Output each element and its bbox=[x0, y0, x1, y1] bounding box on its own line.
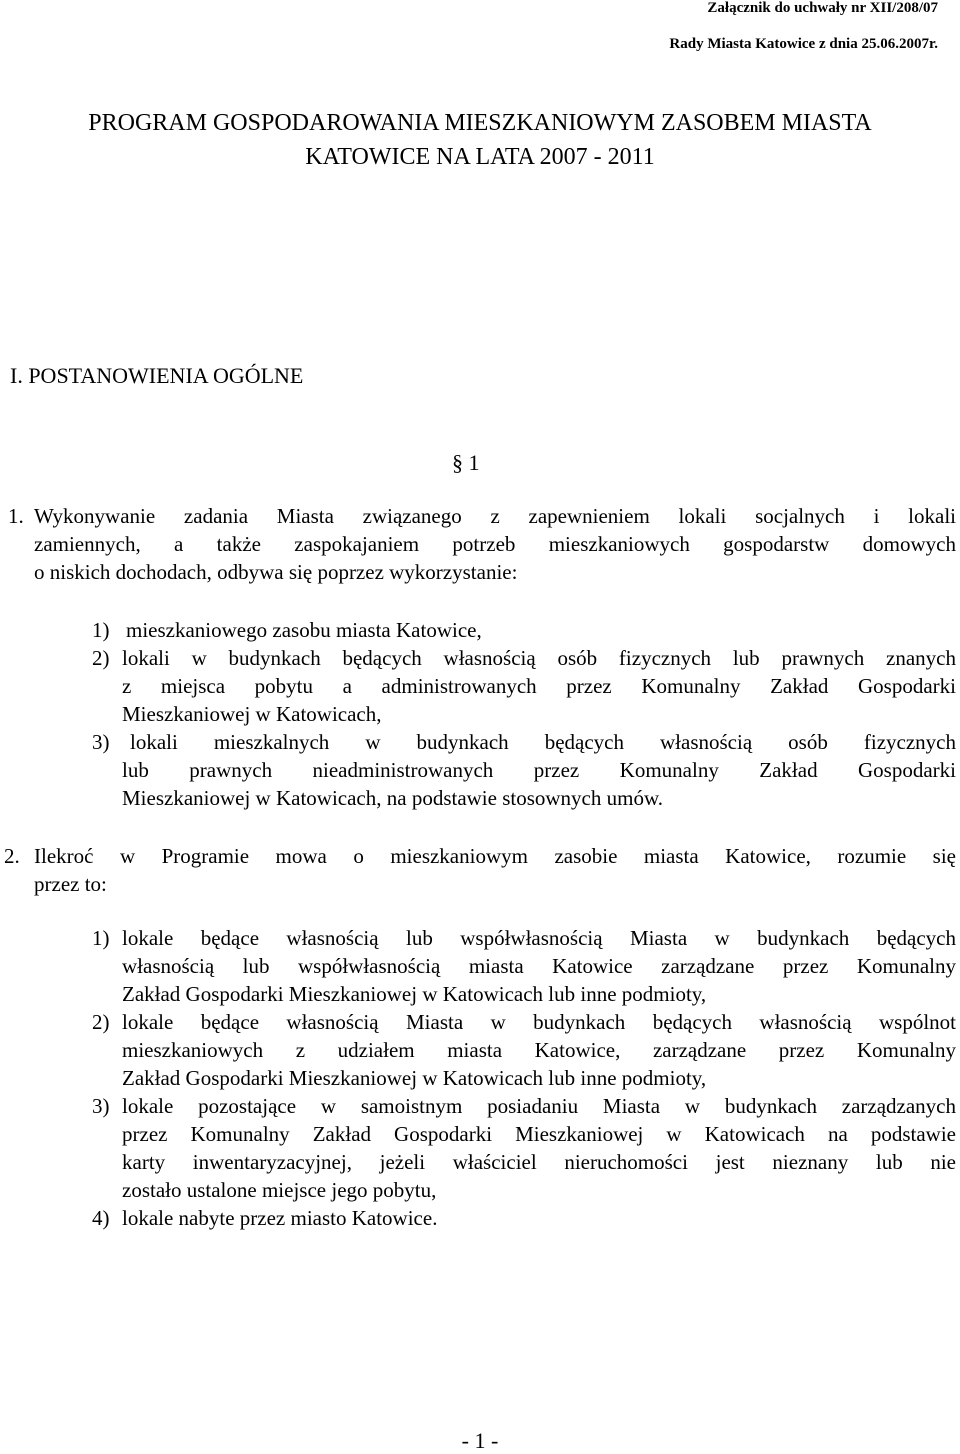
point-2-item-3-line-2: przez Komunalny Zakład Gospodarki Mieszkaniowej w Katowicach na podstawie bbox=[122, 1122, 956, 1146]
point-1-item-1-line-1: mieszkaniowego zasobu miasta Katowice, bbox=[126, 618, 482, 642]
point-1-item-2-line-3: Mieszkaniowej w Katowicach, bbox=[122, 702, 382, 726]
point-1-item-2-line-1: lokali w budynkach będących własnością osób fizycznych lub prawnych znanych bbox=[122, 646, 956, 670]
point-1-line-2: zamiennych, a także zaspokajaniem potrzeb mieszkaniowych gospodarstw domowych bbox=[34, 532, 956, 556]
point-1-item-2-line-2: z miejsca pobytu a administrowanych przez Komunalny Zakład Gospodarki bbox=[122, 674, 956, 698]
point-1-line-1: Wykonywanie zadania Miasta związanego z zapewnieniem lokali socjalnych i lokali bbox=[34, 504, 956, 528]
point-2-item-2-number: 2) bbox=[92, 1010, 110, 1034]
point-2-line-2: przez to: bbox=[34, 872, 107, 896]
point-1-item-3-line-1: lokali mieszkalnych w budynkach będących własnością osób fizycznych bbox=[130, 730, 956, 754]
point-1-item-3-line-3: Mieszkaniowej w Katowicach, na podstawie stosownych umów. bbox=[122, 786, 664, 810]
point-2-item-3-line-4: zostało ustalone miejsce jego pobytu, bbox=[122, 1178, 437, 1202]
attachment-line-2: Rady Miasta Katowice z dnia 25.06.2007r. bbox=[669, 36, 938, 52]
point-1-number: 1. bbox=[8, 504, 24, 528]
point-2-item-2-line-2: mieszkaniowych z udziałem miasta Katowice, zarządzane przez Komunalny bbox=[122, 1038, 956, 1062]
point-1-line-3: o niskich dochodach, odbywa się poprzez wykorzystanie: bbox=[34, 560, 518, 584]
point-2-item-1-number: 1) bbox=[92, 926, 110, 950]
point-2-item-4-line-1: lokale nabyte przez miasto Katowice. bbox=[122, 1206, 438, 1230]
document-title-line-2: KATOWICE NA LATA 2007 - 2011 bbox=[305, 144, 655, 170]
point-2-item-4-number: 4) bbox=[92, 1206, 110, 1230]
point-2-item-3-line-1: lokale pozostające w samoistnym posiadaniu Miasta w budynkach zarządzanych bbox=[122, 1094, 956, 1118]
point-2-item-1-line-2: własnością lub współwłasnością miasta Katowice zarządzane przez Komunalny bbox=[122, 954, 956, 978]
point-1-item-2-number: 2) bbox=[92, 646, 110, 670]
point-2-item-1-line-1: lokale będące własnością lub współwłasnością Miasta w budynkach będących bbox=[122, 926, 956, 950]
point-2-line-1: Ilekroć w Programie mowa o mieszkaniowym zasobie miasta Katowice, rozumie się bbox=[34, 844, 956, 868]
point-2-item-2-line-3: Zakład Gospodarki Mieszkaniowej w Katowicach lub inne podmioty, bbox=[122, 1066, 707, 1090]
point-2-item-2-line-1: lokale będące własnością Miasta w budynkach będących własnością wspólnot bbox=[122, 1010, 956, 1034]
point-2-item-1-line-3: Zakład Gospodarki Mieszkaniowej w Katowicach lub inne podmioty, bbox=[122, 982, 707, 1006]
paragraph-mark: § 1 bbox=[452, 450, 480, 475]
section-heading: I. POSTANOWIENIA OGÓLNE bbox=[10, 363, 304, 388]
attachment-line-1: Załącznik do uchwały nr XII/208/07 bbox=[707, 0, 938, 16]
point-1-item-1-number: 1) bbox=[92, 618, 110, 642]
point-2-number: 2. bbox=[4, 844, 20, 868]
point-2-item-3-number: 3) bbox=[92, 1094, 110, 1118]
page-number: - 1 - bbox=[461, 1428, 499, 1453]
point-1-item-3-line-2: lub prawnych nieadministrowanych przez Komunalny Zakład Gospodarki bbox=[122, 758, 956, 782]
point-1-item-3-number: 3) bbox=[92, 730, 110, 754]
document-title-line-1: PROGRAM GOSPODAROWANIA MIESZKANIOWYM ZASOBEM MIASTA bbox=[88, 110, 872, 136]
point-2-item-3-line-3: karty inwentaryzacyjnej, jeżeli właściciel nieruchomości jest nieznany lub nie bbox=[122, 1150, 956, 1174]
